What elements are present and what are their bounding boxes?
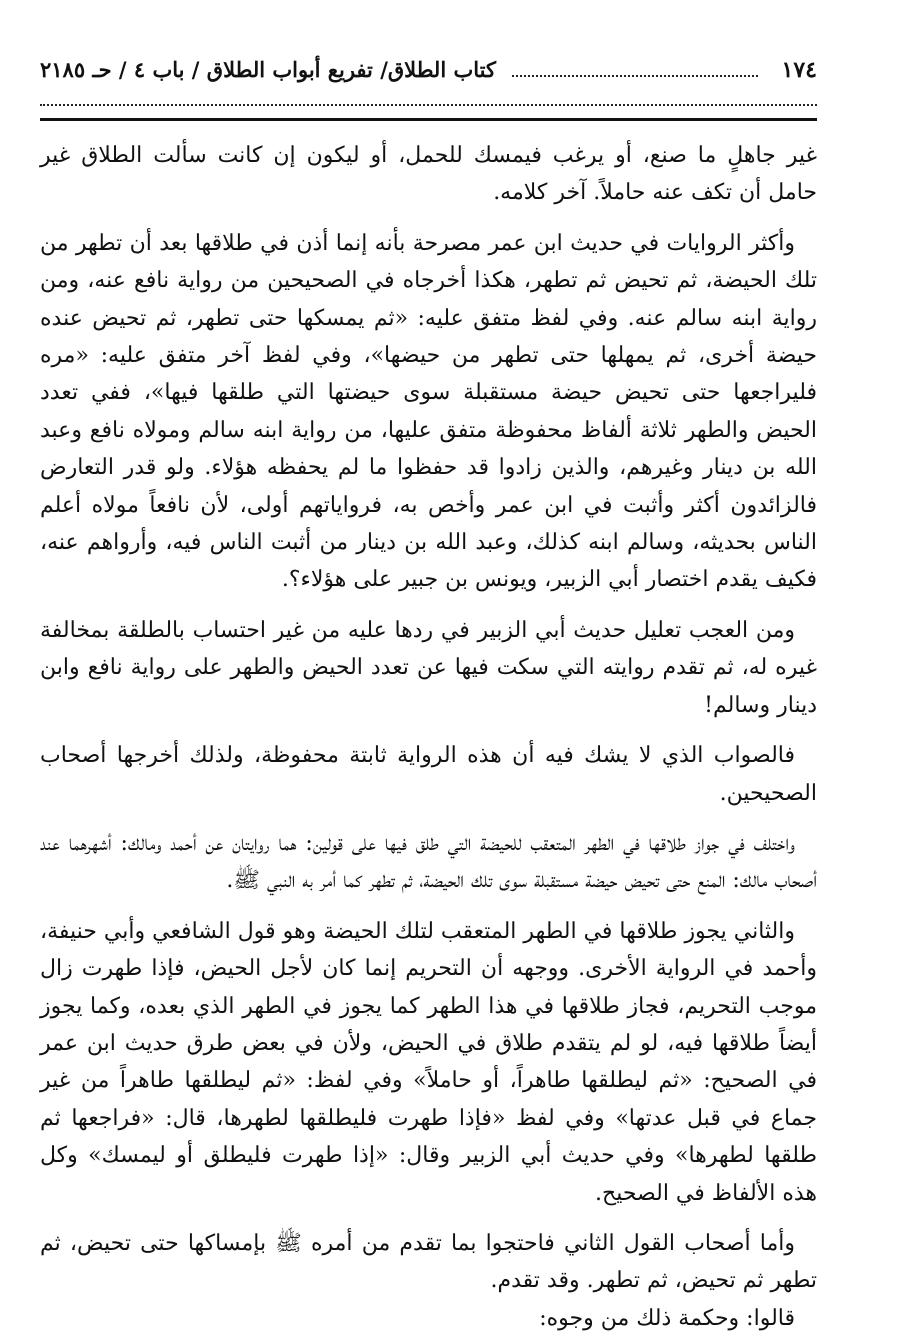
body-text (40, 137, 817, 1337)
page (40, 52, 817, 1331)
paragraph-2: وأكثر الروايات في حديث ابن عمر مصرحة بأنه إنما أذن في طلاقها بعد أن تطهر من تلك الحيضة، ثم تحيض ثم تطهر، هكذا أخرجاه في الصحيحين من رواية نافع عنه، ومن رواية ابنه سالم عنه. وفي لفظ متفق عليه: «ثم يمسكها حتى تطهر، ثم تحيض عنده حيضة أخرى، ثم يمهلها حتى تطهر من حيضها»، وفي لفظ آخر متفق عليه: «مره فليراجعها حتى تحيض حيضة مستقبلة سوى حيضتها التي طلقها فيها»، ففي تعدد الحيض والطهر ثلاثة ألفاظ محفوظة متفق عليها، من رواية ابنه سالم ومولاه نافع وعبد الله بن دينار وغيرهم، والذين زادوا قد حفظوا ما لم يحفظه هؤلاء. ولو قدر التعارض فالزائدون أكثر وأثبت في ابن عمر وأخص به، فرواياتهم أولى، لأن نافعاً مولاه أعلم الناس بحديثه، وسالم ابنه كذلك، وعبد الله بن دينار من أثبت الناس فيه، وأرواهم عنه، فكيف يقدم اختصار أبي الزبير، ويونس بن جبير على هؤلاء؟. (40, 230, 817, 593)
paragraph-3: ومن العجب تعليل حديث أبي الزبير في ردها عليه من غير احتساب بالطلقة بمخالفة غيره له، ثم تقدم روايته التي سكت فيها عن تعدد الحيض والطهر على رواية نافع وابن دينار وسالم! (40, 617, 817, 718)
header-dot-leader (512, 57, 758, 77)
paragraph-5: واختلف في جواز طلاقها في الطهر المتعقب للحيضة التي طلق فيها على قولين: هما روايتان عن أحمد ومالك: أشهرهما عند أصحاب مالك: المنع حتى تحيض حيضة مستقبلة سوى تلك الحيضة، ثم تطهر كما أمر به النبي ﷺ. (40, 830, 817, 894)
dotted-divider (40, 90, 817, 106)
paragraph-4: فالصواب الذي لا يشك فيه أن هذه الرواية ثابتة محفوظة، ولذلك أخرجها أصحاب الصحيحين. (40, 743, 817, 806)
paragraph-7: وأما أصحاب القول الثاني فاحتجوا بما تقدم من أمره ﷺ بإمساكها حتى تحيض، ثم تطهر ثم تحيض، ثم تطهر. وقد تقدم. (40, 1230, 817, 1294)
running-header (40, 52, 817, 88)
header-title: كتاب الطلاق/ تفريع أبواب الطلاق / باب ٤ / حـ ٢١٨٥ (40, 57, 496, 82)
paragraph-8: قالوا: وحكمة ذلك من وجوه: (539, 1305, 795, 1331)
header-rule (40, 118, 817, 121)
page-number: ١٧٤ (781, 57, 817, 83)
paragraph-6: والثاني يجوز طلاقها في الطهر المتعقب لتلك الحيضة وهو قول الشافعي وأبي حنيفة، وأحمد في الرواية الأخرى. ووجهه أن التحريم إنما كان لأجل الحيض، فإذا طهرت زال موجب التحريم، فجاز طلاقها في هذا الطهر كما يجوز في الطهر الذي بعده، وكما يجوز أيضاً طلاقها فيه، لو لم يتقدم طلاق في الحيض، ولأن في بعض طرق حديث ابن عمر في الصحيح: «ثم ليطلقها طاهراً، أو حاملاً» وفي لفظ: «ثم ليطلقها طاهراً من غير جماع في قبل عدتها» وفي لفظ «فإذا طهرت فليطلقها لطهرها، قال: «فراجعها ثم طلقها لطهرها» وفي حديث أبي الزبير وقال: «إذا طهرت فليطلق أو ليمسك» وكل هذه الألفاظ في الصحيح. (40, 918, 817, 1206)
paragraph-1: غير جاهلٍ ما صنع، أو يرغب فيمسك للحمل، أو ليكون إن كانت سألت الطلاق غير حامل أن تكف عنه حاملاً. آخر كلامه. (40, 143, 817, 206)
